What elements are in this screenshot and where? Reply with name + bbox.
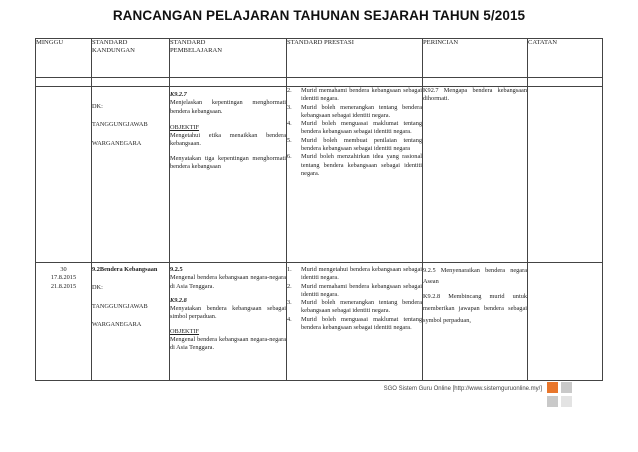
spacer-row: [36, 78, 603, 87]
table-header-row: [36, 39, 603, 78]
document-title: RANCANGAN PELAJARAN TAHUNAN SEJARAH TAHUN 5/2015: [112, 8, 526, 23]
row1-dk-value-2: WARGANEGARA: [92, 139, 142, 147]
list-item: 5. Murid boleh membuat penilaian tentang bendera kebangsaan sebagai identiti negara: [287, 136, 422, 153]
row2-objektif-text: Mengenal bendera kebangsaan negara-negara di Asia Tenggara.: [170, 336, 286, 352]
row2-catatan: [528, 263, 603, 381]
row2-minggu: [36, 263, 92, 381]
row2-week-number: 30: [60, 266, 67, 273]
row2-start-date: 17.8.2015: [50, 274, 77, 282]
decor-square-orange: [547, 382, 558, 393]
row1-sp-code: K9.2.7: [170, 91, 187, 98]
row2-end-date: 21.8.2015: [50, 282, 77, 290]
row1-perincian-text: K92.7 Mengapa bendera kebangsaan dihormati.: [423, 87, 527, 103]
header-standard-prestasi: STANDARD PRESTASI: [287, 39, 423, 78]
row2-perincian: [423, 263, 528, 381]
row2-pembelajaran: [170, 263, 287, 381]
row1-prestasi: [287, 87, 423, 263]
row2-perincian-text-2: K9.2.8 Membincang murid untuk memberikan jawapan bendera sebagai symbol perpaduan,: [423, 293, 527, 325]
list-item: 2. Murid memahami bendera kebangsaan sebagai identiti negara.: [287, 87, 422, 103]
decor-square-grey-1: [561, 382, 572, 393]
header-minggu: MINGGU: [36, 39, 92, 78]
table-row: [36, 87, 603, 263]
row2-sp-text-1: Mengenal bendera kebangsaan negara-negara di Asia Tenggara.: [170, 274, 286, 290]
lesson-plan-table: [35, 38, 603, 381]
header-standard-pembelajaran-line2: PEMBELAJARAN: [170, 47, 223, 55]
row2-prestasi-list: [287, 266, 422, 332]
list-item: 1. Murid mengetahui bendera kebangsaan sebagai identiti negara.: [287, 266, 422, 282]
table-row: [36, 263, 603, 381]
row2-kandungan-title: 9.2Bendera Kebangsaan: [92, 266, 158, 273]
row1-objektif-label: OBJEKTIF: [170, 123, 200, 131]
row2-dk-value-2: WARGANEGARA: [92, 320, 142, 328]
row1-objektif-text-2: Menyatakan tiga kepentingan menghormati bendera kebangsaan: [170, 154, 286, 171]
row2-dk-label: DK:: [92, 284, 103, 292]
row2-sp-text-2: Menyatakan bendera kebangsaan sebagai simbol perpaduan.: [170, 305, 286, 321]
row1-prestasi-list: [287, 87, 422, 178]
row2-kandungan: [92, 263, 170, 381]
row1-perincian: [423, 87, 528, 263]
header-standard-kandungan: [92, 39, 170, 78]
row2-sp-code-1: 9.2.5: [170, 266, 183, 273]
list-item: 2. Murid memahami bendera kebangsaan sebagai identiti negara.: [287, 282, 422, 298]
row1-kandungan: [92, 87, 170, 263]
list-item: 4. Murid boleh menguasai maklumat tentang bendera kebangsaan sebagai identiti negara.: [287, 120, 422, 136]
row2-objektif-label: OBJEKTIF: [170, 327, 200, 335]
footer-credit: SGO Sistem Guru Online [http://www.sistemguruonline.my/]: [383, 386, 542, 392]
row1-minggu: [36, 87, 92, 263]
list-item: 3. Murid boleh menerangkan tentang bendera kebangsaan sebagai identiti negara.: [287, 103, 422, 119]
header-standard-kandungan-line2: KANDUNGAN: [92, 47, 135, 55]
row1-objektif-text: Mengetahui etika menaikkan bendera kebangsaan.: [170, 132, 286, 148]
row2-prestasi: [287, 263, 423, 381]
decor-square-grey-3: [561, 396, 572, 407]
row1-sp-text: Menjelaskan kepentingan menghormati bendera kebangsaan.: [170, 99, 286, 115]
row1-dk-value-1: TANGGUNGJAWAB: [92, 121, 148, 129]
list-item: 3. Murid boleh menerangkan tentang bendera kebangsaan sebagai identiti negara.: [287, 299, 422, 315]
header-perincian: PERINCIAN: [423, 39, 528, 78]
header-catatan: CATATAN: [528, 39, 603, 78]
row2-sp-code-2: K9.2.8: [170, 296, 187, 304]
list-item: 4. Murid boleh menguasai maklumat tentang bendera kebangsaan sebagai identiti negara.: [287, 315, 422, 332]
row1-catatan: [528, 87, 603, 263]
header-standard-pembelajaran: [170, 39, 287, 78]
row1-pembelajaran: [170, 87, 287, 263]
list-item: 6. Murid boleh menzahirkan idea yang rasional tentang bendera kebangsaan sebagai identiti negara.: [287, 153, 422, 177]
header-standard-kandungan-line1: STANDARD: [92, 39, 128, 46]
header-standard-pembelajaran-line1: STANDARD: [170, 39, 206, 46]
row2-perincian-text-1: 9.2.5 Menyenaraikan bendera negara Asean: [423, 267, 527, 285]
decor-square-grey-2: [547, 396, 558, 407]
row2-dk-value-1: TANGGUNGJAWAB: [92, 302, 148, 310]
row1-dk-label: DK:: [92, 103, 103, 110]
